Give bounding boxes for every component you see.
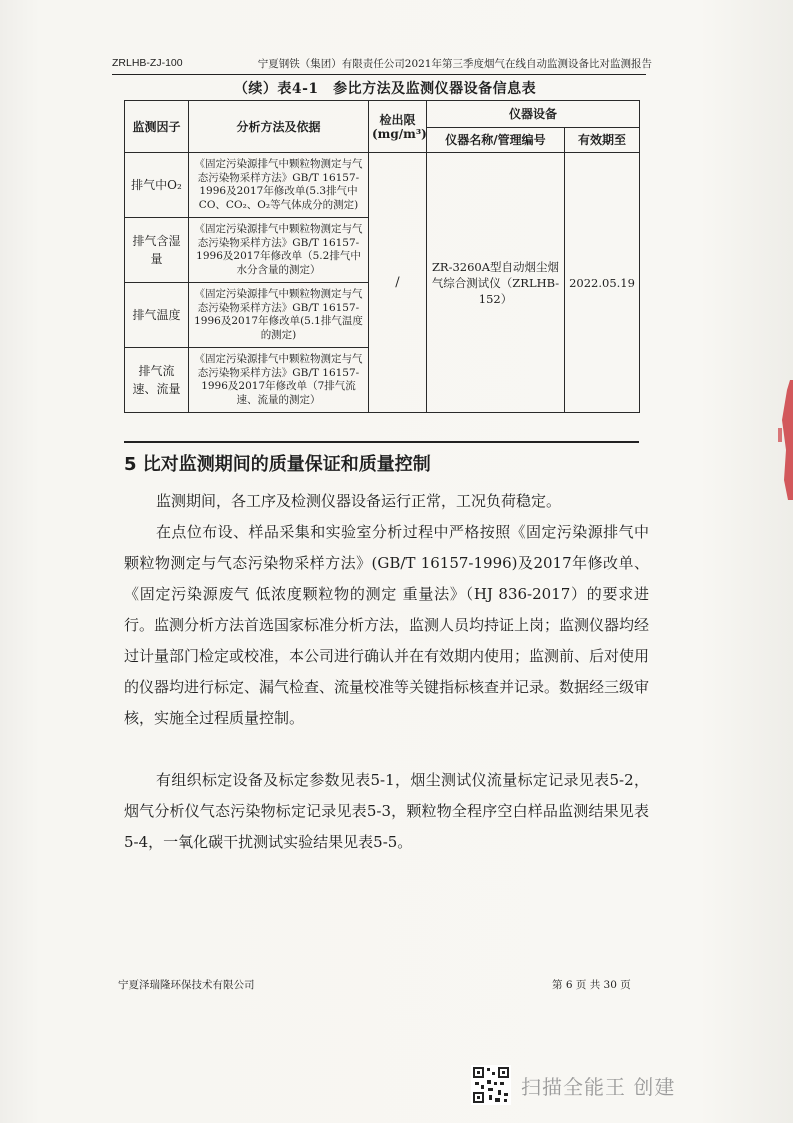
header-factor: 监测因子	[125, 101, 189, 153]
footer-page-number: 第 6 页 共 30 页	[552, 979, 631, 991]
scanner-watermark	[471, 1065, 675, 1105]
paragraph-1: 监测期间，各工序及检测仪器设备运行正常，工况负荷稳定。	[156, 492, 562, 510]
watermark-text: 扫描全能王 创建	[521, 1074, 676, 1099]
factor-cell: 排气中O₂	[125, 153, 189, 218]
header-method: 分析方法及依据	[189, 101, 369, 153]
page-header	[112, 54, 652, 72]
method-equipment-table	[124, 100, 640, 413]
factor-cell: 排气温度	[125, 283, 189, 348]
method-cell: 《固定污染源排气中颗粒物测定与气态污染物采样方法》GB/T 16157-1996及2017年修改单（7排气流速、流量的测定）	[189, 348, 369, 413]
footer-company: 宁夏泽瑞隆环保技术有限公司	[118, 979, 255, 991]
device-cell: ZR-3260A型自动烟尘烟气综合测试仪（ZRLHB-152）	[427, 153, 565, 413]
header-equipment: 仪器设备	[427, 101, 640, 128]
paragraph-3: 有组织标定设备及标定参数见表5-1，烟尘测试仪流量标定记录见表5-2，烟气分析仪气态污染物标定记录见表5-3，颗粒物全程序空白样品监测结果见表5-4，一氧化碳干扰测试实验结果见表5-5。	[124, 771, 649, 851]
header-limit-unit: (mg/m³)	[372, 126, 427, 141]
factor-cell: 排气含湿量	[125, 218, 189, 283]
header-divider	[112, 74, 646, 75]
report-code: ZRLHB-ZJ-100	[112, 57, 183, 69]
factor-cell: 排气流速、流量	[125, 348, 189, 413]
table-row	[125, 153, 640, 218]
section-heading: 5 比对监测期间的质量保证和质量控制	[124, 454, 431, 475]
table-bottom-rule	[124, 441, 639, 443]
paragraph-2: 在点位布设、样品采集和实验室分析过程中严格按照《固定污染源排气中颗粒物测定与气态污染物采样方法》(GB/T 16157-1996)及2017年修改单、《固定污染源废气 低浓度颗粒物的测定 重量法》（HJ 836-2017）的要求进行。监测分析方法首选国家标准分析方法，监测人员均持证上岗；监测仪器均经过计量部门检定或校准，本公司进行确认并在有效期内使用；监测前、后对使用的仪器均进行标定、漏气检查、流量校准等关键指标核查并记录。数据经三级审核，实施全过程质量控制。	[124, 523, 650, 727]
header-valid-until: 有效期至	[565, 128, 640, 153]
header-limit-label: 检出限	[379, 112, 416, 127]
method-cell: 《固定污染源排气中颗粒物测定与气态污染物采样方法》GB/T 16157-1996及2017年修改单（5.2排气中水分含量的测定）	[189, 218, 369, 283]
header-equipment-name: 仪器名称/管理编号	[427, 128, 565, 153]
valid-until-cell: 2022.05.19	[565, 153, 640, 413]
table-title: （续）表4-1 参比方法及监测仪器设备信息表	[233, 81, 537, 97]
report-title: 宁夏钢铁（集团）有限责任公司2021年第三季度烟气在线自动监测设备比对监测报告	[257, 57, 652, 70]
limit-cell: /	[369, 153, 427, 413]
qr-code-icon	[471, 1065, 511, 1105]
method-cell: 《固定污染源排气中颗粒物测定与气态污染物采样方法》GB/T 16157-1996及2017年修改单(5.3排气中CO、CO₂、O₂等气体成分的测定)	[189, 153, 369, 218]
header-limit	[369, 101, 427, 153]
method-cell: 《固定污染源排气中颗粒物测定与气态污染物采样方法》GB/T 16157-1996及2017年修改单(5.1排气温度的测定)	[189, 283, 369, 348]
red-stamp-edge	[770, 380, 793, 500]
